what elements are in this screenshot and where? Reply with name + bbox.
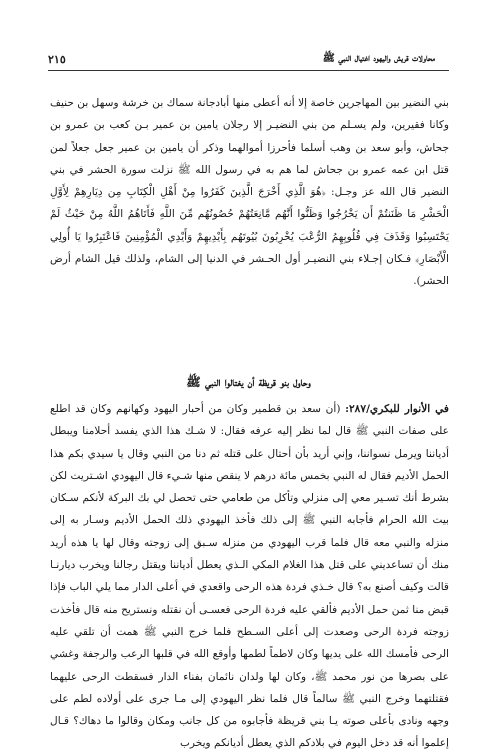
paragraph-body-text: (أن سعد بن قطمير وكان من أحبار اليهود وكهانهم وكان قد اطلع على صفات النبي ﷺ قال لما نظر إليه عرفه فقال: لا شـك هذا الذي يفسد أحلامنا ويبطل أدياننا ويرمل نسواننا، وإني أريد بأن أحتال على قتله ثم دنا من النبي وقال يا سيدي بكم هذا الحمل الأديم فقال له النبي بخمس مائة درهم لا ينقص منها شـيء قال اليهودي اشـتريت لكن بشرط أنك تسـير معي إلى منزلي وتأكل من طعامي حتى تحصل لي بك البركة لأنكم سـكان بيت الله الحرام فأجابه النبي ﷺ إلى ذلك فأخذ اليهودي ذلك الحمل الأديم وسـار به إلى منزله والنبي معه قال فلما قرب اليهودي من منزله سـبق إلى زوجته وقال لها يا هذه أريد منك أن تساعديني على قتل هذا الغلام المكي الـذي يعطل أدياننا ويقتل رجالنا ويخرب ديارنـا قالت وكيف أصنع به؟ قال خـذي فردة هذه الرحى واقعدي في أعلى الدار مما يلي الباب فإذا قبض منا ثمن حمل الأديم فألقي عليه فردة الرحى فعسـى أن نقتله ونستريح منه قال فأخذت زوجته فردة الرحى وصعدت إلى أعلى السـطح فلما خرج النبي ﷺ همت أن تلقي عليه الرحى فأمسك الله على يديها وكان لاطماً لطمها وأوقع الله في قلبها الرعب والرجفة وغشي على بصرها من نور محمد ﷺ، وكان لها ولدان نائمان بفناء الدار فسقطت الرحى عليهما فقتلتهما وخرج النبي ﷺ سالماً قال فلما نظر اليهودي إلى مـا جرى على أولاده لطم على وجهه ونادى بأعلى صوته يـا بني قريظة فأجابوه من كل جانب ومكان وقالوا ما دهاك؟ قـال إعلموا أنه قد دخل اليوم في بلادكم الذي يعطل أديانكم ويخرب (50, 403, 449, 750)
paragraph-intro-text: بني النضير بين المهاجرين خاصة إلا أنه أعطى منها أبادجانة سماك بن خرشة وسهل بن حنيف وكانا فقيرين، ولم يسـلم من بني النضيـر إلا رجلان يامين بن عمير بـن كعب بن عمرو بن جحاش، وأبو سعد بن وهب أسلما فأحرزا أموالهما وذكر أن يامين بن عمير جعل جعلاً لمن قتل ابن عمه عمرو بن جحاش لما هم به في رسول الله ﷺ نزلت سورة الحشر في بني النضير قال الله عز وجـل: (50, 97, 449, 199)
page-number: ٢١٥ (48, 52, 66, 66)
header-divider (48, 70, 449, 71)
paragraph-banu-qurayza (50, 398, 449, 755)
chapter-title: محاولات قريش واليهود اغتيال النبي ﷺ (322, 53, 435, 64)
section-heading: وحاول بنو قريظة أن يغتالوا النبي ﷺ (186, 375, 311, 389)
quran-verse: ﴿هُوَ الَّذِي أَخْرَجَ الَّذِينَ كَفَرُوا مِنْ أَهْلِ الْكِتَابِ مِن دِيَارِهِمْ لِأَوَّلِ الْحَشْرِ مَا ظَنَنتُمْ أَن يَخْرُجُوا وَظَنُّوا أَنَّهُم مَّانِعَتُهُمْ حُصُونُهُم مِّنَ اللَّهِ فَأَتَاهُمُ اللَّهُ مِنْ حَيْثُ لَمْ يَحْتَسِبُوا وَقَذَفَ فِي قُلُوبِهِمُ الرُّعْبَ يُخْرِبُونَ بُيُوتَهُم بِأَيْدِيهِمْ وَأَيْدِي الْمُؤْمِنِينَ فَاعْتَبِرُوا يَا أُولِي الْأَبْصَارِ﴾ (50, 186, 449, 266)
paragraph-outro-text: فـكان إجـلاء بني النضيـر أول الحـشر في الدنيا إلى الشام، ولذلك قيل الشام أرض الحشر). (50, 253, 449, 288)
source-citation: في الأنوار للبكري/٢٨٧: (345, 403, 449, 415)
paragraph-banu-nadir (50, 92, 449, 293)
running-header (48, 52, 435, 66)
